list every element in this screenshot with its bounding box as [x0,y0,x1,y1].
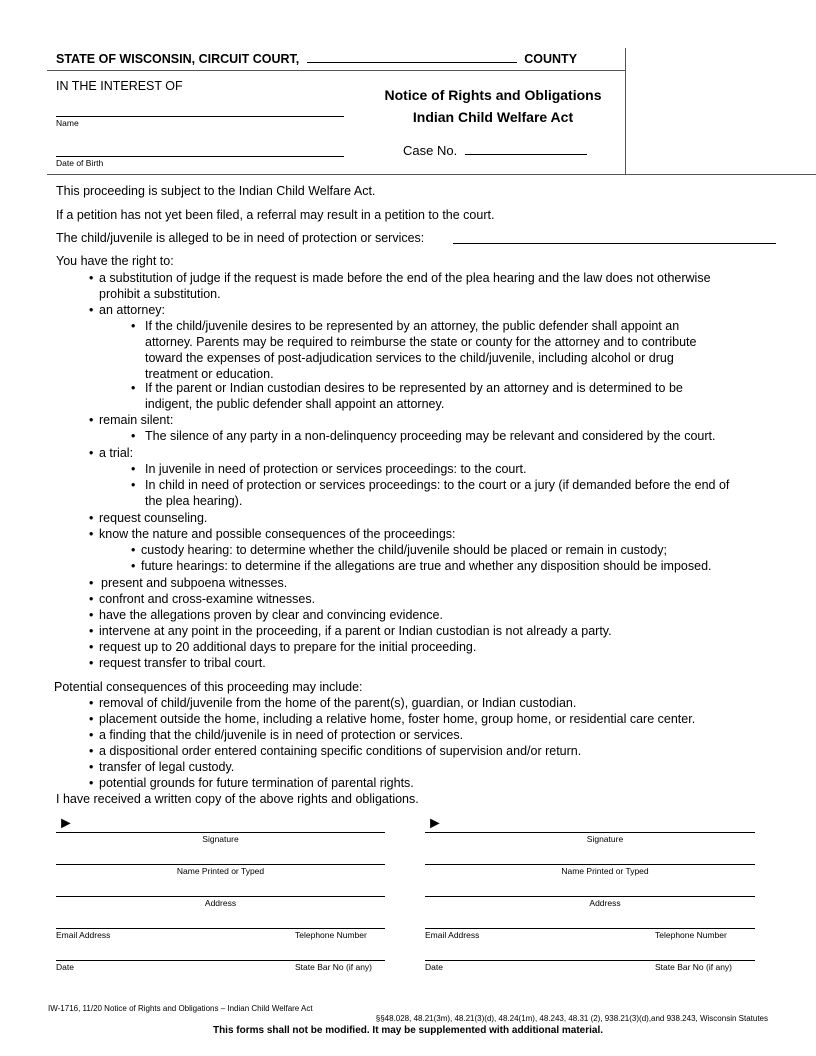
bullet: • [89,592,94,606]
form-title [355,84,631,128]
right-trial: a trial: [99,446,134,460]
trial-child [145,477,729,509]
name-printed-label-right: Name Printed or Typed [561,866,649,876]
right-attorney: an attorney: [99,303,166,317]
alleged-label: The child/juvenile is alleged to be in need of protection or services: [56,231,425,245]
consequence-placement: placement outside the home, including a relative home, foster home, group home, or residential care center. [99,712,696,726]
bullet: • [89,303,94,317]
consequence-termination: potential grounds for future termination of parental rights. [99,776,414,790]
right-days: request up to 20 additional days to prepare for the initial proceeding. [99,640,477,654]
signature-field-right[interactable] [425,832,755,833]
county-label: COUNTY [524,52,578,66]
name-printed-field-left[interactable] [56,864,385,865]
attorney-child-line-3: toward the expenses of post-adjudication services to the child/juvenile, including alcohol or drug [145,351,674,365]
trial-juvenile: In juvenile in need of protection or services proceedings: to the court. [145,462,527,476]
attorney-child-line-4: treatment or education. [145,367,274,381]
email-label-left: Email Address [56,930,111,940]
name-label: Name [56,118,79,128]
bullet: • [131,319,136,333]
silent-detail: The silence of any party in a non-delinquency proceeding may be relevant and considered by the court. [145,429,716,443]
address-label-right: Address [589,898,621,908]
title-line-2: Indian Child Welfare Act [412,109,574,125]
email-phone-field-right[interactable] [425,928,755,929]
court-caption [56,50,577,66]
bullet: • [89,760,94,774]
case-no [403,142,587,158]
bullet: • [89,608,94,622]
address-field-right[interactable] [425,896,755,897]
statutes: §§48.028, 48.21(3m), 48.21(3)(d), 48.24(1m), 48.243, 48.31 (2), 938.21(3)(d),and 938.243, Wisconsin Statutes [375,1014,768,1023]
received-statement: I have received a written copy of the above rights and obligations. [56,792,419,806]
bullet: • [89,712,94,726]
name-printed-field-right[interactable] [425,864,755,865]
trial-child-line-1: In child in need of protection or services proceedings: to the court or a jury (if demanded before the end of [145,478,730,492]
modification-notice: This forms shall not be modified. It may be supplemented with additional material. [212,1025,604,1036]
bar-label-left: State Bar No (if any) [295,962,373,972]
state-label: STATE OF WISCONSIN, CIRCUIT COURT, [56,52,300,66]
bullet: • [131,478,136,492]
consequence-custody: transfer of legal custody. [99,760,235,774]
date-label-left: Date [56,962,74,972]
right-confront: confront and cross-examine witnesses. [99,592,316,606]
date-bar-field-right[interactable] [425,960,755,961]
sign-here-arrow-icon: ► [427,815,443,832]
attorney-parent-line-1: If the parent or Indian custodian desires to be represented by an attorney and is determined to be [145,381,683,395]
header-divider [47,70,625,71]
right-intervene: intervene at any point in the proceeding, if a parent or Indian custodian is not already a party. [99,624,612,638]
alleged-field[interactable] [453,243,776,244]
bar-label-right: State Bar No (if any) [655,962,733,972]
bullet: • [89,271,94,285]
header-bottom-divider [47,174,816,175]
know-future: future hearings: to determine if the allegations are true and whether any disposition should be imposed. [141,559,712,573]
bullet: • [89,446,94,460]
title-line-1: Notice of Rights and Obligations [384,87,602,103]
right-substitution-line-2: prohibit a substitution. [99,287,221,301]
bullet: • [131,543,136,557]
email-label-right: Email Address [425,930,480,940]
date-label-right: Date [425,962,443,972]
phone-label-right: Telephone Number [655,930,727,940]
intro-paragraph-3 [56,230,424,246]
rights-heading: You have the right to: [56,254,174,268]
intro-paragraph-2: If a petition has not yet been filed, a referral may result in a petition to the court. [56,208,495,222]
bullet: • [89,728,94,742]
name-field[interactable] [56,116,344,117]
attorney-child [145,318,696,382]
right-transfer: request transfer to tribal court. [99,656,266,670]
dob-field[interactable] [56,156,344,157]
consequence-removal: removal of child/juvenile from the home of the parent(s), guardian, or Indian custodian. [99,696,577,710]
case-no-field[interactable] [465,142,587,155]
bullet: • [89,696,94,710]
signature-field-left[interactable] [56,832,385,833]
bullet: • [131,429,136,443]
sign-here-arrow-icon: ► [58,815,74,832]
right-counseling: request counseling. [99,511,208,525]
right-know: know the nature and possible consequences of the proceedings: [99,527,456,541]
intro-paragraph-1: This proceeding is subject to the Indian Child Welfare Act. [56,184,376,198]
trial-child-line-2: the plea hearing). [145,494,243,508]
form-id: IW-1716, 11/20 Notice of Rights and Obligations – Indian Child Welfare Act [48,1004,313,1013]
attorney-child-line-2: attorney. Parents may be required to reimburse the state or county for the attorney and to contribute [145,335,697,349]
date-bar-field-left[interactable] [56,960,385,961]
attorney-parent [145,380,683,412]
dob-label: Date of Birth [56,158,104,168]
phone-label-left: Telephone Number [295,930,367,940]
bullet: • [89,413,94,427]
right-substitution [99,270,711,302]
right-witnesses: present and subpoena witnesses. [101,576,288,590]
interest-label: IN THE INTEREST OF [56,79,183,93]
bullet: • [89,744,94,758]
email-phone-field-left[interactable] [56,928,385,929]
attorney-child-line-1: If the child/juvenile desires to be represented by an attorney, the public defender shall appoint an [145,319,680,333]
signature-label-right: Signature [586,834,624,844]
bullet: • [131,381,136,395]
consequences-heading: Potential consequences of this proceeding may include: [54,680,363,694]
consequence-order: a dispositional order entered containing specific conditions of supervision and/or return. [99,744,582,758]
right-silent: remain silent: [99,413,174,427]
attorney-parent-line-2: indigent, the public defender shall appoint an attorney. [145,397,445,411]
bullet: • [89,640,94,654]
right-substitution-line-1: a substitution of judge if the request is made before the end of the plea hearing and the law does not otherwise [99,271,711,285]
case-no-label: Case No. [403,143,458,158]
right-proven: have the allegations proven by clear and convincing evidence. [99,608,443,622]
bullet: • [89,656,94,670]
signature-label-left: Signature [202,834,239,844]
name-printed-label-left: Name Printed or Typed [176,866,265,876]
bullet: • [89,576,94,590]
bullet: • [131,559,136,573]
bullet: • [89,511,94,525]
bullet: • [89,776,94,790]
address-label-left: Address [204,898,237,908]
bullet: • [131,462,136,476]
county-field[interactable] [307,50,517,63]
consequence-finding: a finding that the child/juvenile is in need of protection or services. [99,728,464,742]
bullet: • [89,624,94,638]
address-field-left[interactable] [56,896,385,897]
know-custody: custody hearing: to determine whether the child/juvenile should be placed or remain in custody; [141,543,668,557]
bullet: • [89,527,94,541]
